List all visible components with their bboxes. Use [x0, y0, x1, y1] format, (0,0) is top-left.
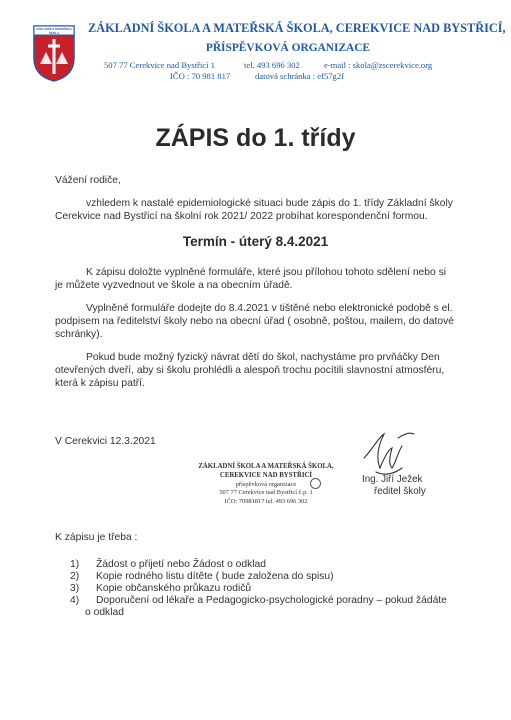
- requirements-title: K zápisu je třeba :: [55, 532, 138, 543]
- intro-line-1: vzhledem k nastalé epidemiologické situaci bude zápis do 1. třídy Základní školy: [86, 198, 453, 209]
- list-item: [70, 583, 490, 595]
- paragraph-2-line-3: schránky).: [55, 329, 103, 340]
- paragraph-1-line-1: K zápisu doložte vyplněné formuláře, které jsou přílohou tohoto sdělení nebo si: [86, 267, 447, 278]
- school-databox: datová schránka : ef57g2f: [255, 71, 345, 81]
- stamp-line-2: CEREKVICE NAD BYSTŘICÍ: [219, 471, 313, 479]
- list-item-text: Kopie rodného listu dítěte ( bude založena do spisu): [96, 571, 334, 582]
- signature-role: ředitel školy: [374, 486, 426, 497]
- school-ico: IČO : 70 981 817: [170, 71, 231, 81]
- list-item-text: Doporučení od lékaře a Pedagogicko-psychologické poradny – pokud žádáte: [96, 595, 447, 606]
- salutation: Vážení rodiče,: [55, 175, 121, 186]
- stamp-line-5: IČO: 70981817 tel. 493 696 302: [224, 498, 308, 506]
- paragraph-2-line-1: Vyplněné formuláře dodejte do 8.4.2021 v tištěné nebo elektronické podobě s el.: [86, 303, 453, 314]
- school-address: 507 77 Cerekvice nad Bystřicí 1: [104, 60, 215, 70]
- intro-line-2: Cerekvice nad Bystřicí na školní rok 2021/ 2022 probíhat korespondenční formou.: [55, 211, 428, 222]
- list-item-text: Kopie občanského průkazu rodičů: [96, 583, 252, 594]
- signature-name: Ing. Jiří Ježek: [362, 474, 423, 485]
- paragraph-3-line-2: otevřených dveří, aby si školu prohlédli a alespoň trochu pocítili slavnostní atmosféru,: [55, 365, 445, 376]
- place-date: V Cerekvici 12.3.2021: [55, 436, 156, 447]
- stamp-line-3: příspěvková organizace: [235, 480, 297, 488]
- page-title: ZÁPIS do 1. třídy: [155, 124, 356, 152]
- list-item-text: Žádost o přijetí nebo Žádost o odklad: [96, 559, 267, 570]
- school-type: PŘÍSPĚVKOVÁ ORGANIZACE: [205, 42, 371, 54]
- stamp-emblem-icon: [310, 478, 321, 489]
- list-item: [70, 571, 490, 583]
- paragraph-3-line-3: která k zápisu patří.: [55, 378, 145, 389]
- list-item: [70, 559, 490, 571]
- paragraph-1-line-2: je můžete vyzvednout ve škole a na obecním úřadě.: [55, 280, 293, 291]
- school-phone: tel. 493 696 302: [244, 60, 300, 70]
- school-name: ZÁKLADNÍ ŠKOLA A MATEŘSKÁ ŠKOLA, CEREKVICE NAD BYSTŘICÍ,: [88, 21, 506, 35]
- term-heading: Termín - úterý 8.4.2021: [182, 234, 329, 249]
- logo-text: ZÁKLADNÍ A MATEŘSKÁ ŠKOLA: [36, 27, 72, 35]
- stamp-line-1: ZÁKLADNÍ ŠKOLA A MATEŘSKÁ ŠKOLA,: [198, 463, 334, 470]
- list-item-number: 1): [70, 559, 80, 570]
- stamp-line-4: 507 77 Cerekvice nad Bystřicí č.p. 1: [219, 489, 313, 497]
- list-item-number: 2): [70, 571, 80, 582]
- list-item: [70, 595, 500, 607]
- paragraph-3-line-1: Pokud bude možný fyzický návrat dětí do škol, nachystáme pro prvňáčky Den: [86, 352, 440, 363]
- list-item-number: 4): [70, 595, 80, 606]
- school-email: e-mail : skola@zscerekvice.org: [324, 60, 433, 70]
- list-item-number: 3): [70, 583, 80, 594]
- paragraph-2-line-2: podpisem na ředitelství školy nebo na obecní úřad ( osobně, poštou, mailem, do datové: [55, 316, 454, 327]
- list-item-continuation: o odklad: [85, 607, 124, 618]
